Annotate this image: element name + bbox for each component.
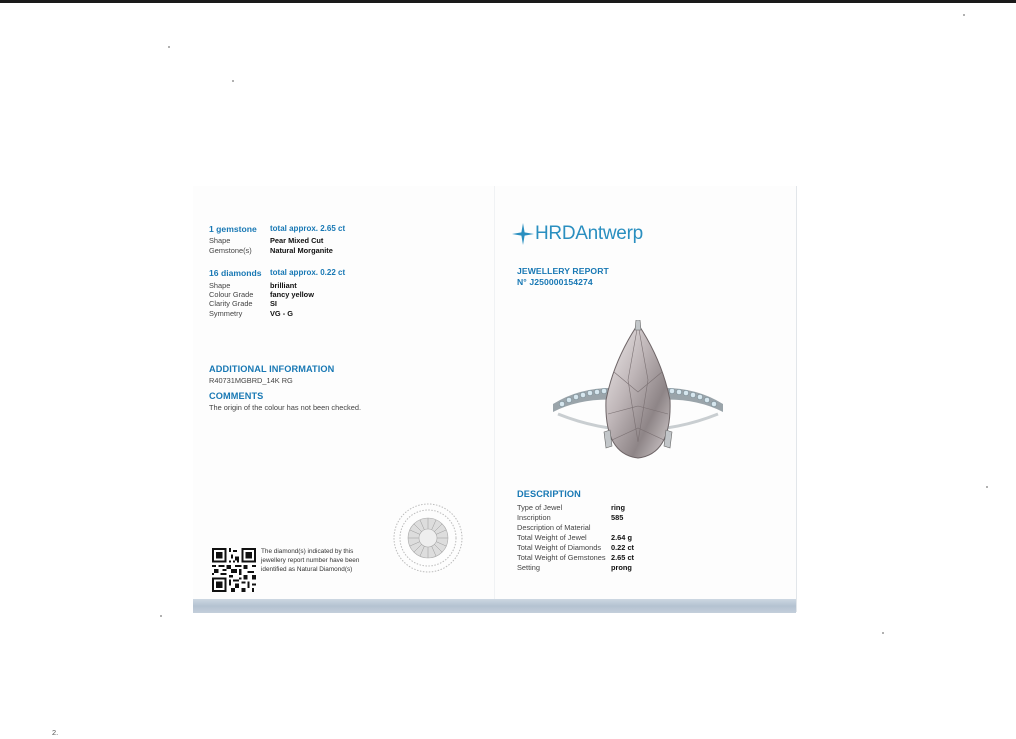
desc-type-value: ring	[611, 503, 625, 512]
diamonds-symmetry-value: VG - G	[270, 309, 293, 318]
gemstone-total: total approx. 2.65 ct	[270, 224, 346, 233]
qr-note	[261, 547, 359, 574]
gemstone-type-value: Natural Morganite	[270, 246, 333, 255]
gemstone-shape-label: Shape	[209, 236, 231, 245]
report-number: N° J250000154274	[517, 277, 593, 287]
diamonds-count: 16 diamonds	[209, 268, 262, 278]
desc-gem-weight-value: 2.65 ct	[611, 553, 635, 562]
desc-jewel-weight-value: 2.64 g	[611, 533, 632, 542]
hologram-seal	[392, 502, 464, 574]
desc-type-label: Type of Jewel	[517, 503, 563, 512]
diamonds-colour-value: fancy yellow	[270, 290, 314, 299]
desc-setting-label: Setting	[517, 563, 541, 572]
scan-speck	[986, 486, 988, 488]
additional-info-text: R40731MGBRD_14K RG	[209, 376, 293, 385]
desc-material-label: Description of Material	[517, 523, 591, 532]
diamonds-symmetry-label: Symmetry	[209, 309, 243, 318]
desc-diamond-weight-value: 0.22 ct	[611, 543, 635, 552]
desc-diamond-weight-label: Total Weight of Diamonds	[517, 543, 602, 552]
diamonds-clarity-value: SI	[270, 299, 277, 308]
description-heading: DESCRIPTION	[517, 489, 581, 499]
diamonds-shape-label: Shape	[209, 281, 231, 290]
desc-setting-value: prong	[611, 563, 632, 572]
scan-speck	[963, 14, 965, 16]
ring-photo	[548, 320, 728, 462]
qr-note-line: identified as Natural Diamond(s)	[261, 566, 353, 573]
scan-speck	[168, 46, 170, 48]
margin-mark: 2.	[52, 728, 59, 737]
comments-heading: COMMENTS	[209, 391, 264, 401]
report-title: JEWELLERY REPORT	[517, 266, 609, 276]
gemstone-type-label: Gemstone(s)	[209, 246, 252, 255]
gemstone-shape-value: Pear Mixed Cut	[270, 236, 324, 245]
gemstone-count: 1 gemstone	[209, 224, 257, 234]
additional-info-heading: ADDITIONAL INFORMATION	[209, 364, 335, 374]
hrd-antwerp-logo	[512, 220, 643, 248]
desc-inscription-label: Inscription	[517, 513, 551, 522]
qr-note-line: The diamond(s) indicated by this	[261, 548, 354, 555]
scan-speck	[160, 615, 162, 617]
desc-inscription-value: 585	[611, 513, 624, 522]
card-fold-line	[494, 186, 495, 612]
scan-speck	[232, 80, 234, 82]
diamonds-shape-value: brilliant	[270, 281, 297, 290]
comments-text: The origin of the colour has not been checked.	[209, 403, 362, 412]
star-sparkle-icon	[512, 223, 534, 245]
brand-name: HRDAntwerp	[535, 223, 643, 244]
card-bottom-band	[193, 599, 796, 613]
desc-jewel-weight-label: Total Weight of Jewel	[517, 533, 587, 542]
diamonds-total: total approx. 0.22 ct	[270, 268, 346, 277]
scan-speck	[882, 632, 884, 634]
scan-top-border	[0, 0, 1016, 3]
diamonds-colour-label: Colour Grade	[209, 290, 254, 299]
qr-code[interactable]	[212, 548, 256, 592]
qr-note-line: jewellery report number have been	[261, 557, 360, 564]
diamonds-clarity-label: Clarity Grade	[209, 299, 253, 308]
desc-gem-weight-label: Total Weight of Gemstones	[517, 553, 606, 562]
